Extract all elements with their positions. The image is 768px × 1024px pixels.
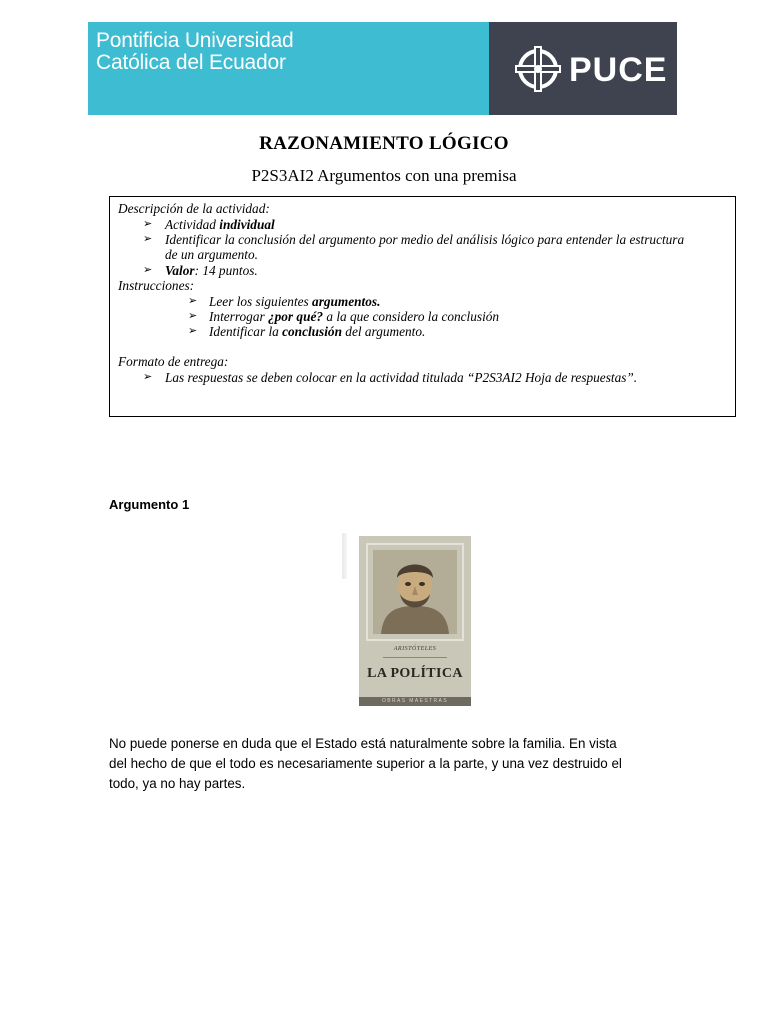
instruction-question <box>209 309 499 324</box>
argument-text <box>109 734 664 794</box>
argument-heading: Argumento 1 <box>109 497 190 512</box>
argument-text-line2: del hecho de que el todo es necesariamente superior a la parte, y una vez destruido el <box>109 756 622 771</box>
puce-logo-text: PUCE <box>569 51 668 89</box>
document-subtitle: P2S3AI2 Argumentos con una premisa <box>251 166 517 185</box>
instr1-prefix: Leer los siguientes <box>209 294 313 309</box>
university-name-line2: Católica del Ecuador <box>96 51 286 74</box>
description-item-individual <box>165 217 275 232</box>
bullet-icon: ➢ <box>143 218 153 230</box>
description-heading: Descripción de la actividad: <box>118 201 270 216</box>
instruction-read <box>209 294 380 309</box>
description-item-value <box>165 263 258 278</box>
instr3-bold: conclusión <box>282 324 342 339</box>
instructions-heading: Instrucciones: <box>118 278 195 293</box>
bullet-icon: ➢ <box>188 310 198 322</box>
document-title: RAZONAMIENTO LÓGICO <box>259 133 509 154</box>
bullet-icon: ➢ <box>143 264 153 276</box>
puce-cross-emblem-icon <box>513 44 563 94</box>
banner-logo-panel <box>489 22 677 115</box>
image-edge-artifact <box>342 533 347 579</box>
banner-university-panel <box>88 22 489 115</box>
bullet-icon: ➢ <box>143 233 153 245</box>
instr2-prefix: Interrogar <box>209 309 268 324</box>
item3-bold: Valor <box>165 263 195 278</box>
argument-text-line1: No puede ponerse en duda que el Estado está naturalmente sobre la familia. En vista <box>109 736 617 751</box>
bullet-icon: ➢ <box>143 371 153 383</box>
instr3-prefix: Identificar la <box>209 324 283 339</box>
university-name <box>96 30 294 74</box>
header-banner <box>88 22 677 115</box>
bullet-icon: ➢ <box>188 325 198 337</box>
argument-text-line3: todo, ya no hay partes. <box>109 776 246 791</box>
instr2-rest: a la que considero la conclusión <box>323 309 500 324</box>
aristotle-portrait-icon <box>373 550 457 634</box>
activity-description-box <box>109 196 736 417</box>
bullet-icon: ➢ <box>188 295 198 307</box>
book-series: OBRAS MAESTRAS <box>359 697 471 706</box>
book-cover-image <box>359 536 471 706</box>
format-heading: Formato de entrega: <box>118 354 229 369</box>
description-item-identify-line1: Identificar la conclusión del argumento por medio del análisis lógico para entender la estructura <box>165 232 685 247</box>
item3-rest: : 14 puntos. <box>194 263 258 278</box>
book-title: LA POLÍTICA <box>367 666 463 681</box>
instr1-bold: argumentos. <box>312 294 381 309</box>
item1-bold: individual <box>219 217 275 232</box>
book-divider <box>383 657 447 658</box>
book-author: ARISTÓTELES <box>393 646 437 652</box>
instr3-rest: del argumento. <box>341 324 426 339</box>
item1-prefix: Actividad <box>165 217 220 232</box>
instr2-bold: ¿por qué? <box>267 309 324 324</box>
format-item: Las respuestas se deben colocar en la actividad titulada “P2S3AI2 Hoja de respuestas”. <box>165 370 638 385</box>
university-name-line1: Pontificia Universidad <box>96 29 294 52</box>
instruction-identify-conclusion <box>209 324 425 339</box>
description-item-identify-line2: de un argumento. <box>165 247 258 262</box>
